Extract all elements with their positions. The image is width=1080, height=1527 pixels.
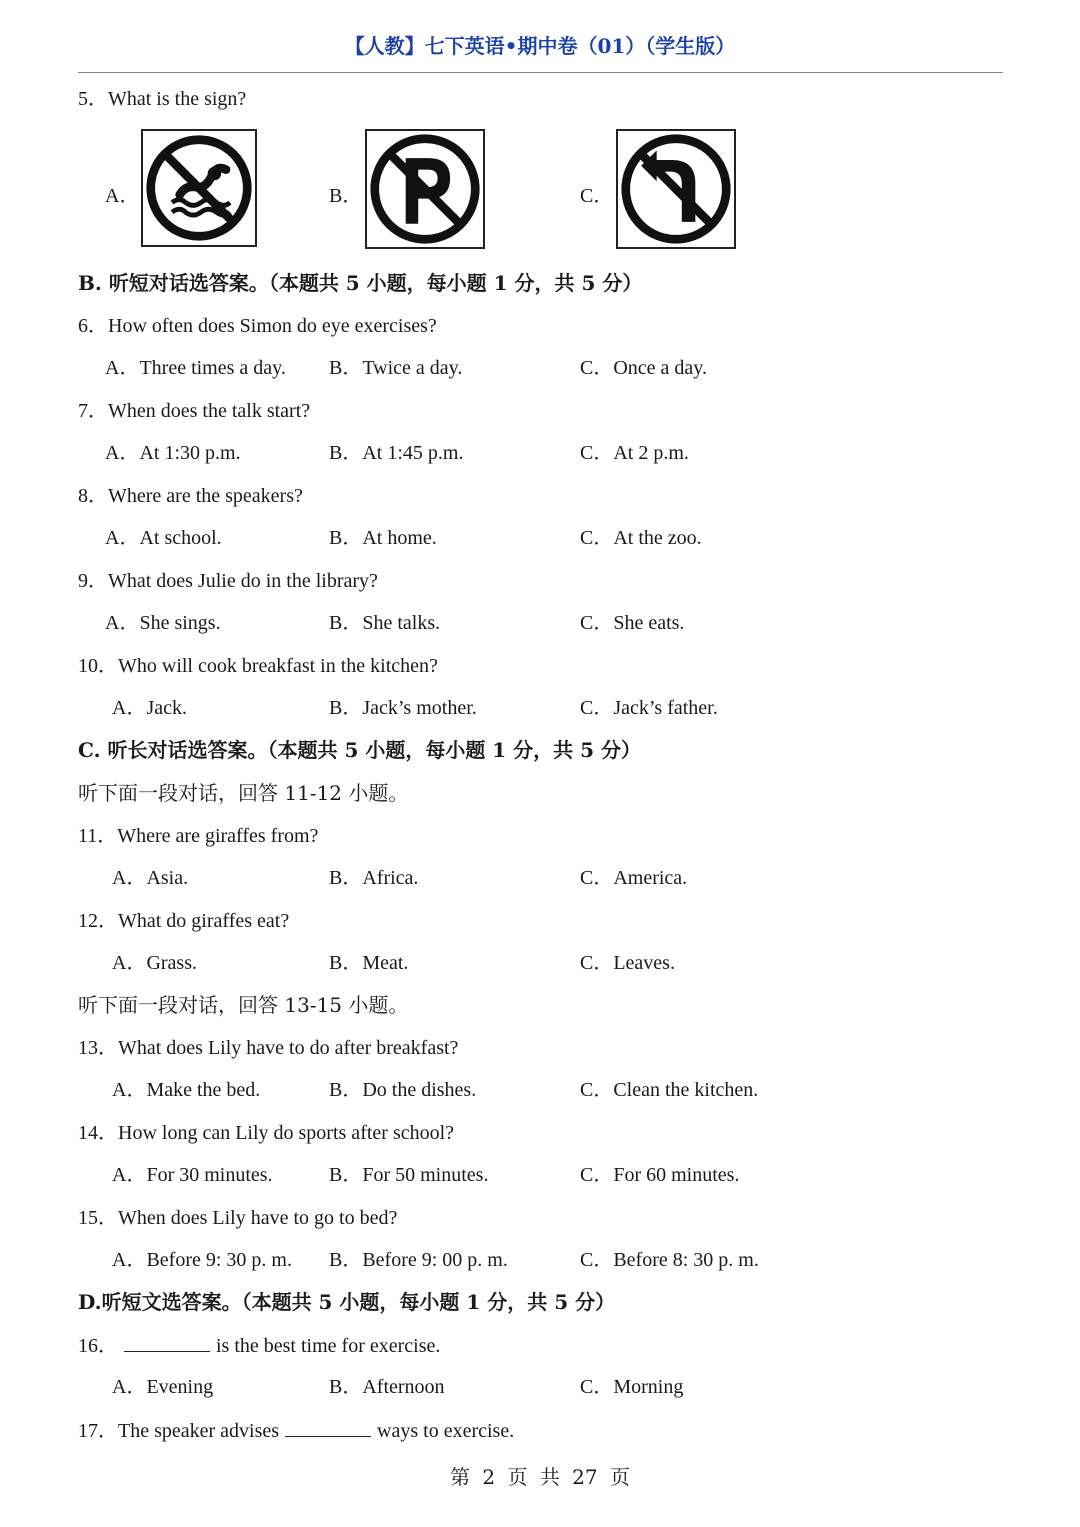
q6-option-b[interactable]: B．Twice a day. xyxy=(329,357,463,379)
q12-option-a[interactable]: A．Grass. xyxy=(112,952,197,974)
section-c-heading: C. 听长对话选答案。（本题共 5 小题，每小题 1 分，共 5 分） xyxy=(78,738,642,762)
q9-option-a[interactable]: A．She sings. xyxy=(105,612,221,634)
page-header: 【人教】七下英语•期中卷（01）（学生版） xyxy=(344,34,736,58)
q8-option-a[interactable]: A．At school. xyxy=(105,527,222,549)
page-footer: 第 2 页 共 27 页 xyxy=(450,1465,630,1489)
option-c-label: C． xyxy=(580,185,614,207)
q16-number: 16． xyxy=(78,1335,118,1357)
instruction-11-12: 听下面一段对话，回答 11-12 小题。 xyxy=(78,781,409,805)
question-6: 6．How often does Simon do eye exercises? xyxy=(78,315,437,337)
question-5-prompt: 5．What is the sign? xyxy=(78,88,247,110)
q11-option-c[interactable]: C．America. xyxy=(580,867,688,889)
q10-option-a[interactable]: A．Jack. xyxy=(112,697,187,719)
q7-option-c[interactable]: C．At 2 p.m. xyxy=(580,442,689,464)
q17-blank[interactable] xyxy=(285,1418,371,1437)
q16-option-c[interactable]: C．Morning xyxy=(580,1376,684,1398)
question-13: 13．What does Lily have to do after breakfast? xyxy=(78,1037,459,1059)
question-16 xyxy=(78,1333,440,1358)
q12-option-b[interactable]: B．Meat. xyxy=(329,952,409,974)
q14-option-a[interactable]: A．For 30 minutes. xyxy=(112,1164,273,1186)
q13-option-b[interactable]: B．Do the dishes. xyxy=(329,1079,477,1101)
q9-option-c[interactable]: C．She eats. xyxy=(580,612,685,634)
q15-option-b[interactable]: B．Before 9: 00 p. m. xyxy=(329,1249,508,1271)
q7-option-a[interactable]: A．At 1:30 p.m. xyxy=(105,442,241,464)
question-11: 11．Where are giraffes from? xyxy=(78,825,319,847)
section-d-heading: D.听短文选答案。（本题共 5 小题，每小题 1 分，共 5 分） xyxy=(78,1290,616,1314)
q15-option-c[interactable]: C．Before 8: 30 p. m. xyxy=(580,1249,759,1271)
q8-option-c[interactable]: C．At the zoo. xyxy=(580,527,702,549)
section-b-heading: B. 听短对话选答案。（本题共 5 小题，每小题 1 分，共 5 分） xyxy=(78,271,643,295)
question-14: 14．How long can Lily do sports after school? xyxy=(78,1122,455,1144)
question-8: 8．Where are the speakers? xyxy=(78,485,303,507)
q14-option-b[interactable]: B．For 50 minutes. xyxy=(329,1164,489,1186)
q15-option-a[interactable]: A．Before 9: 30 p. m. xyxy=(112,1249,292,1271)
question-10: 10．Who will cook breakfast in the kitchen? xyxy=(78,655,438,677)
no-parking-icon[interactable] xyxy=(365,129,485,249)
q7-option-b[interactable]: B．At 1:45 p.m. xyxy=(329,442,464,464)
header-divider xyxy=(78,72,1003,73)
q11-option-b[interactable]: B．Africa. xyxy=(329,867,419,889)
question-12: 12．What do giraffes eat? xyxy=(78,910,290,932)
option-b-label: B． xyxy=(329,185,363,207)
q6-option-c[interactable]: C．Once a day. xyxy=(580,357,707,379)
q11-option-a[interactable]: A．Asia. xyxy=(112,867,189,889)
option-a-label: A． xyxy=(105,185,140,207)
question-9: 9．What does Julie do in the library? xyxy=(78,570,378,592)
q17-text-after: ways to exercise. xyxy=(377,1420,515,1442)
q13-option-a[interactable]: A．Make the bed. xyxy=(112,1079,261,1101)
no-left-turn-icon[interactable] xyxy=(616,129,736,249)
instruction-13-15: 听下面一段对话，回答 13-15 小题。 xyxy=(78,993,409,1017)
q17-text-before: 17．The speaker advises xyxy=(78,1420,280,1442)
q6-option-a[interactable]: A．Three times a day. xyxy=(105,357,286,379)
q16-text: is the best time for exercise. xyxy=(216,1335,441,1357)
q12-option-c[interactable]: C．Leaves. xyxy=(580,952,675,974)
q14-option-c[interactable]: C．For 60 minutes. xyxy=(580,1164,740,1186)
question-7: 7．When does the talk start? xyxy=(78,400,311,422)
q16-blank[interactable] xyxy=(124,1333,210,1352)
no-swimming-icon[interactable] xyxy=(141,129,257,247)
q16-option-b[interactable]: B．Afternoon xyxy=(329,1376,445,1398)
q13-option-c[interactable]: C．Clean the kitchen. xyxy=(580,1079,759,1101)
q10-option-b[interactable]: B．Jack’s mother. xyxy=(329,697,477,719)
q10-option-c[interactable]: C．Jack’s father. xyxy=(580,697,718,719)
q16-option-a[interactable]: A．Evening xyxy=(112,1376,214,1398)
question-17 xyxy=(78,1418,514,1443)
question-15: 15．When does Lily have to go to bed? xyxy=(78,1207,398,1229)
q9-option-b[interactable]: B．She talks. xyxy=(329,612,441,634)
q8-option-b[interactable]: B．At home. xyxy=(329,527,437,549)
